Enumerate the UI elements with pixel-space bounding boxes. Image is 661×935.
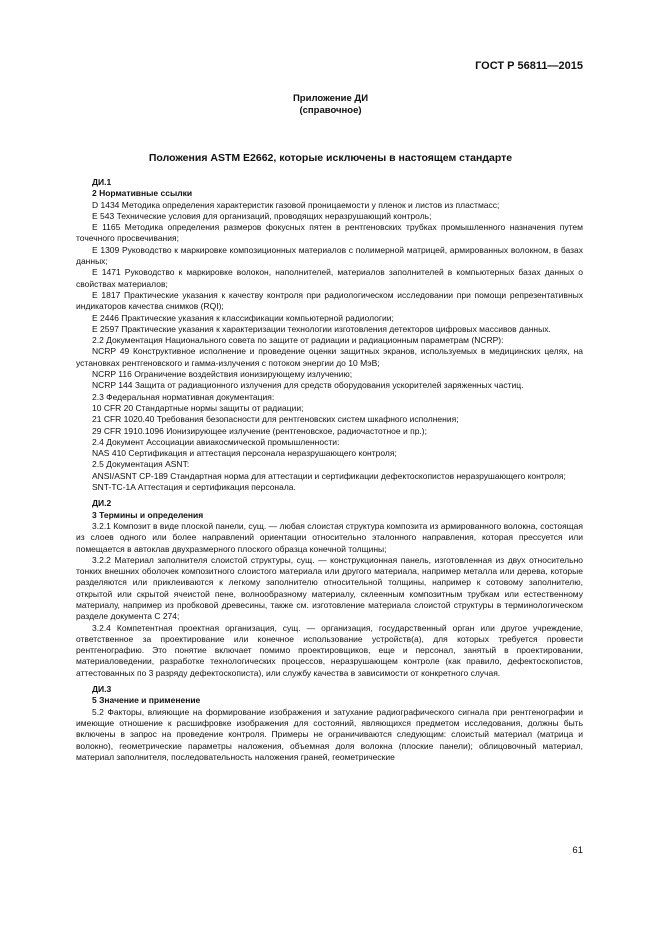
doc-number: ГОСТ Р 56811—2015 xyxy=(475,60,583,72)
ref-line: 2.2 Документация Национального совета по защите от радиации и радиационным параметрам (NCRP): xyxy=(92,335,504,346)
ref-line: 2.4 Документ Ассоциации авиакосмической промышленности: xyxy=(92,436,340,447)
document-title: Положения ASTM E2662, которые исключены в настоящем стандарте xyxy=(148,152,513,164)
definition-paragraph: 3.2.2 Материал заполнителя слоистой структуры, сущ. — конструкционная панель, изготовленная из двух относительно тонких внешних оболочек композитного слоистого материала или другого материала, например металла или дерева, которые разделяются или приклеиваются к легкому заполнителю относительной толщины, например к сотовому заполнителю, открытой или скрытой ячеистой пене, волнообразному материалу, склеенным композитным трубкам или естественному материалу, например из пробковой древесины, также см. изготовление материала слоистой структуры в терминологическом разделе документа C 274; xyxy=(76,554,583,622)
section-heading-references: 2 Нормативные ссылки xyxy=(92,188,193,199)
section-heading-terms: 3 Термины и определения xyxy=(92,509,204,520)
ref-line: E 1471 Руководство к маркировке волокон, наполнителей, материалов заполнителей в компьютерных базах данных о свойствах материалов; xyxy=(76,267,583,289)
ref-line: E 1817 Практические указания к качеству контроля при радиологическом исследовании при помощи репрезентативных индикаторов качества снимков (RQI); xyxy=(76,289,583,312)
ref-line: SNT-TC-1A Аттестация и сертификация персонала. xyxy=(92,482,296,493)
ref-line: E 543 Технические условия для организаций, проводящих неразрушающий контроль; xyxy=(92,210,432,221)
body-paragraph: 5.2 Факторы, влияющие на формирование изображения и затухание радиографического сигнала при рентгенографии и имеющие отношение к расшифровке изображения для состояний, являющихся предметом исследования, должны быть включены в запрос на проведение контроля. Примеры не ограничиваются следующим: слоистый материал (матрица и волокно), геометрические параметры наложения, объемная доля волокна (плоские панели); облицовочный материал, материал заполнителя, последовательность наложения граней, геометрические xyxy=(76,706,583,762)
ref-line: 29 CFR 1910.1096 Ионизирующее излучение (рентгеновское, радиочастотное и пр.); xyxy=(92,425,427,436)
definition-paragraph: 3.2.4 Компетентная проектная организация, сущ. — организация, государственный орган или другое учреждение, ответственное за проектирование или конечное использование устройств(а), для которых требуется провести рентгенографию. Это понятие включает помимо проектировщиков, еще и персонал, занятый в проектировании, материаловедении, разработке технологических процессов, неразрушающем контроле (как правило, дефектоскопистов, аттестованных по 3 разряду дефектоскописта), или службу качества в зависимости от конкретного случая. xyxy=(76,622,583,678)
definition-paragraph: 3.2.1 Композит в виде плоской панели, сущ. — любая слоистая структура композита из армированного волокна, состоящая из слоев одного или более направлений ориентации относительно эталонного направления, которая прессуется или помещается в автоклав двухразмерного плоского образца конечной толщины; xyxy=(76,520,583,554)
ref-line: E 1165 Методика определения размеров фокусных пятен в рентгеновских трубках промышленного назначения путем точечного просвечивания; xyxy=(76,222,583,244)
ref-line: 2.3 Федеральная нормативная документация: xyxy=(92,391,275,402)
ref-line: NCRP 144 Защита от радиационного излучения для средств оборудования ускорителей заряженных частиц. xyxy=(92,380,524,391)
section-label-di3: ДИ.3 xyxy=(92,684,112,695)
body-text xyxy=(76,177,583,763)
appendix-note: (справочное) xyxy=(299,105,362,116)
ref-line: E 2446 Практические указания к классификации компьютерной радиологии; xyxy=(92,312,394,323)
ref-line: 2.5 Документация ASNT: xyxy=(92,459,190,470)
ref-line: E 1309 Руководство к маркировке композиционных материалов с полимерной матрицей, армированных волокном, в базах данных; xyxy=(76,244,583,267)
ref-line: E 2597 Практические указания к характеризации технологии изготовления детекторов цифровых массивов данных. xyxy=(92,323,551,334)
section-label-di1: ДИ.1 xyxy=(92,177,112,187)
ref-line: 10 CFR 20 Стандартные нормы защиты от радиации; xyxy=(92,402,304,413)
ref-line: NAS 410 Сертификация и аттестация персонала неразрушающего контроля; xyxy=(92,448,397,459)
ref-line: NCRP 116 Ограничение воздействия ионизирующему излучению; xyxy=(92,369,353,380)
ref-line: ANSI/ASNT CP-189 Стандартная норма для аттестации и сертификации дефектоскопистов неразрушающего контроля; xyxy=(92,470,566,481)
ref-line: 21 CFR 1020.40 Требования безопасности для рентгеновских систем шкафного исполнения; xyxy=(92,414,459,425)
ref-line: D 1434 Методика определения характеристик газовой проницаемости у пленок и листов из пластмасс; xyxy=(92,199,500,210)
section-label-di2: ДИ.2 xyxy=(92,498,112,509)
page-number: 61 xyxy=(572,845,583,856)
ref-line: NCRP 49 Конструктивное исполнение и проведение оценки защитных экранов, используемых в медицинских целях, на установках рентгеновского и гамма-излучения с потоком энергии до 10 МэВ; xyxy=(76,346,583,368)
appendix-title: Приложение ДИ xyxy=(292,93,369,104)
section-heading-significance: 5 Значение и применение xyxy=(92,695,201,706)
